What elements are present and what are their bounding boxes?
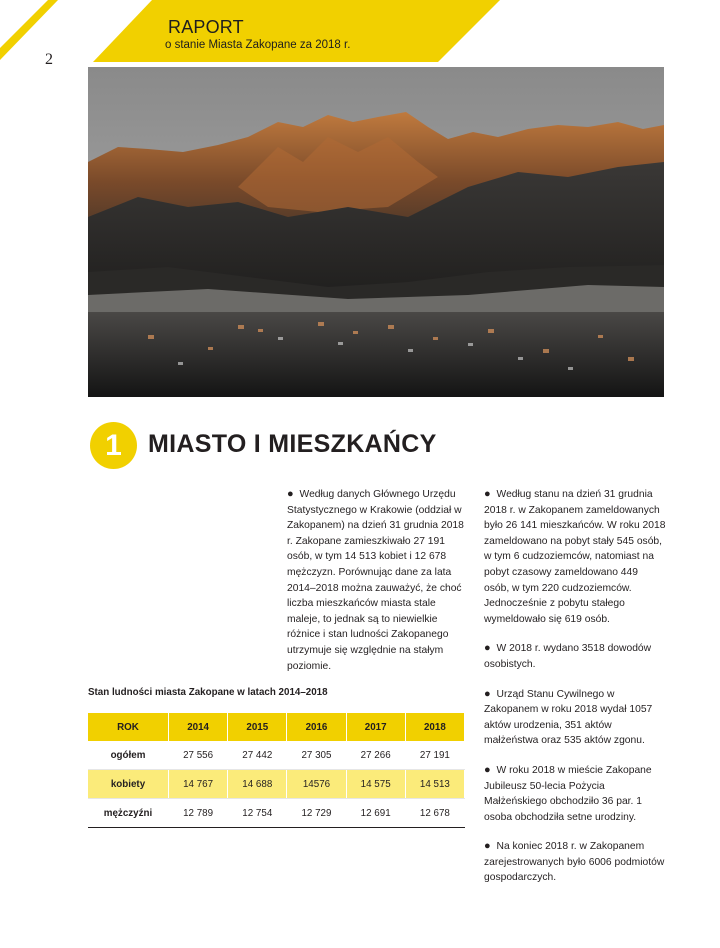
paragraph: ● W roku 2018 w mieście Zakopane Jubileusz 50-lecia Pożycia Małżeńskiego obchodziło 36 par. 1 osoba obchodziła setne urodziny.: [484, 763, 652, 823]
header-band: [0, 0, 720, 70]
report-title: RAPORT: [168, 17, 244, 37]
table-header-row: [88, 713, 465, 741]
bullet-icon: ●: [484, 840, 491, 853]
paragraph: ● W 2018 r. wydano 3518 dowodów osobistych.: [484, 642, 652, 670]
table-cell: 14 575: [346, 770, 405, 799]
paragraph: ● Urząd Stanu Cywilnego w Zakopanem w roku 2018 wydał 1057 aktów urodzenia, 351 aktów małżeństwa oraz 535 aktów zgonu.: [484, 687, 653, 747]
row-label: mężczyźni: [88, 799, 169, 828]
header-cell: 2014: [169, 713, 228, 741]
table-cell: 12 754: [228, 799, 287, 828]
page-number: 2: [45, 51, 53, 68]
bullet-icon: ●: [484, 763, 491, 776]
bullet-icon: ●: [287, 488, 294, 500]
population-text-column: [287, 487, 467, 688]
header-cell: 2018: [405, 713, 464, 741]
table-caption: Stan ludności miasta Zakopane w latach 2014–2018: [88, 687, 328, 698]
header-cell: 2017: [346, 713, 405, 741]
table-cell: 27 266: [346, 741, 405, 770]
table-cell: 27 305: [287, 741, 346, 770]
table-cell: 27 191: [405, 741, 464, 770]
table-row: [88, 799, 465, 828]
chapter-number-badge: 1: [90, 422, 137, 469]
table-row: [88, 741, 465, 770]
header-cell: 2016: [287, 713, 346, 741]
header-cell: 2015: [228, 713, 287, 741]
bullet-icon: ●: [484, 642, 491, 655]
report-subtitle: o stanie Miasta Zakopane za 2018 r.: [165, 39, 351, 51]
mountain-photo: [88, 67, 664, 397]
bullet-icon: ●: [484, 687, 491, 700]
paragraph: ● Według danych Głównego Urzędu Statystycznego w Krakowie (oddział w Zakopanem) na dzień 31 grudnia 2018 r. Zakopane zamieszkiwało 27 191 osób, w tym 14 513 kobiet i 12 678 mężczyzn. Porównując dane za lata 2014–2018 można zauważyć, że choć liczba mieszkańców miasta stale maleje, to jednak są to niewielkie różnice i stan ludności Zakopanego utrzymuje się względnie na stałym poziomie.: [287, 488, 464, 672]
row-label: ogółem: [88, 741, 169, 770]
paragraph: ● Według stanu na dzień 31 grudnia 2018 r. w Zakopanem zameldowanych było 26 141 mieszkańców. W roku 2018 zameldowano na pobyt stały 545 osób, w tym 6 cudzoziemców, natomiast na pobyt czasowy zameldowano 449 osób, w tym 220 cudzoziemców. Jednocześnie z pobytu stałego wymeldowało się 619 osób.: [484, 488, 666, 625]
row-label: kobiety: [88, 770, 169, 799]
paragraph: ● Na koniec 2018 r. w Zakopanem zarejestrowanych było 6006 podmiotów gospodarczych.: [484, 840, 665, 884]
table-cell: 12 729: [287, 799, 346, 828]
table-cell: 27 556: [169, 741, 228, 770]
table-cell: 14 688: [228, 770, 287, 799]
table-cell: 12 678: [405, 799, 464, 828]
bullet-icon: ●: [484, 488, 491, 500]
population-table: [88, 713, 465, 828]
table-cell: 12 789: [169, 799, 228, 828]
table-cell: 14 767: [169, 770, 228, 799]
statistics-text-column: [484, 487, 666, 900]
chapter-title: MIASTO I MIESZKAŃCY: [148, 430, 437, 458]
header-cell: ROK: [88, 713, 169, 741]
table-cell: 27 442: [228, 741, 287, 770]
table-cell: 14 513: [405, 770, 464, 799]
table-row: [88, 770, 465, 799]
table-cell: 14576: [287, 770, 346, 799]
table-cell: 12 691: [346, 799, 405, 828]
